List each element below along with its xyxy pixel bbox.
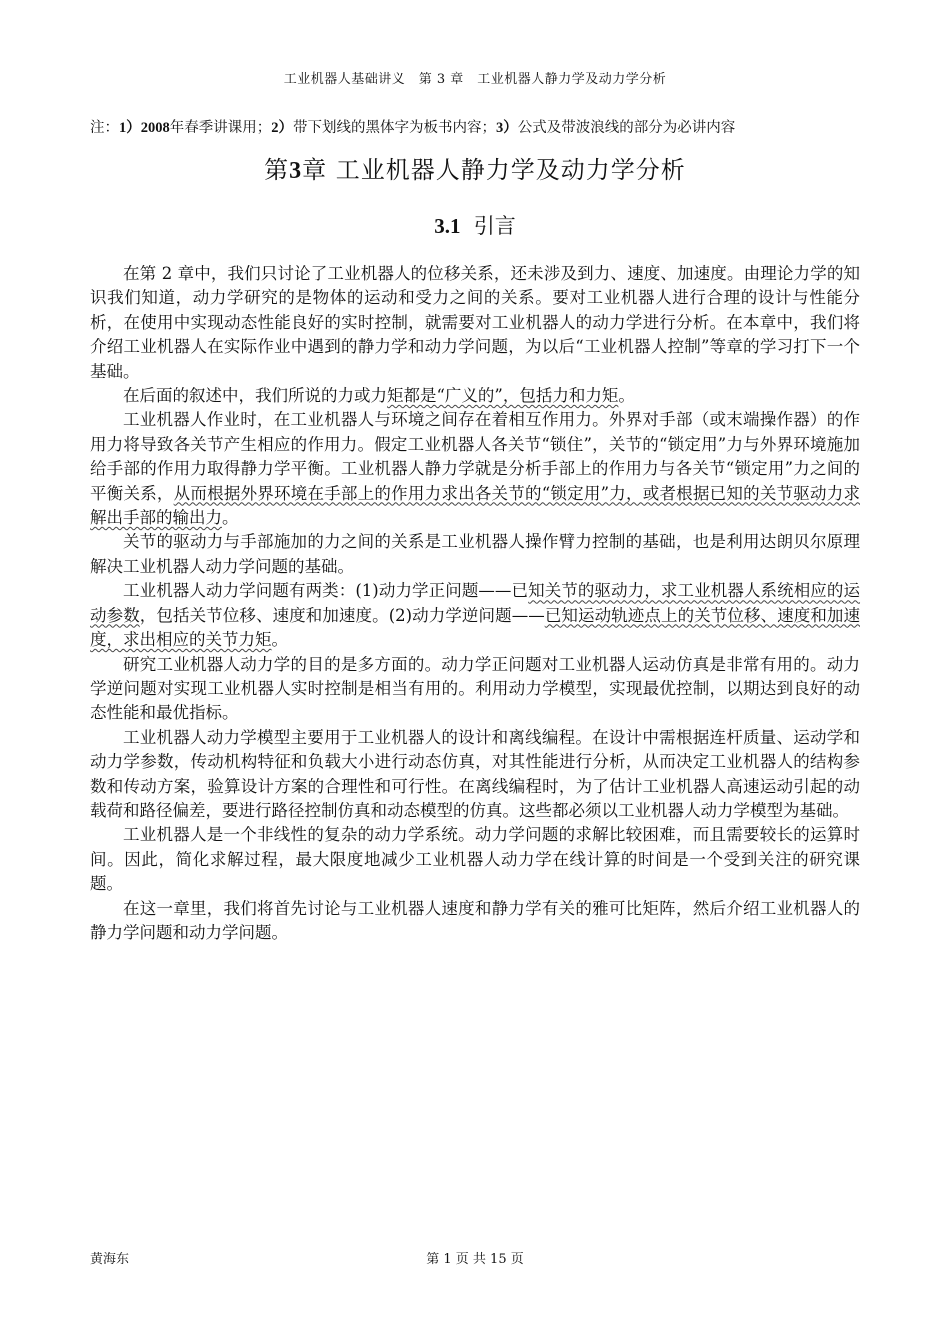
- paragraph-3-end: 。: [222, 508, 239, 528]
- chapter-number: 3: [289, 158, 303, 184]
- paragraph-5: [90, 579, 860, 652]
- paragraph-3-text: 工业机器人作业时，在工业机器人与环境之间存在着相互作用力。外界对手部（或末端操作器）的作用力将导致各关节产生相应的作用力。假定工业机器人各关节“锁住”，关节的“锁定用”力与外界环境施加给手部的作用力取得静力学平衡。工业机器人静力学就是分析手部上的作用力与各关节“锁定用”力之间的平衡关系，: [90, 410, 860, 503]
- paragraph-2-text: 在后面的叙述中，我们所说的力或力: [123, 386, 387, 406]
- chapter-title-pre: 第: [264, 156, 290, 184]
- paragraph-5-wavy-a: 知关节的驱动力，求工业机器人系统相应的运动参数: [90, 581, 861, 625]
- note-index-3: 3）: [496, 120, 518, 136]
- section-title: [0, 210, 950, 240]
- chapter-title-text: 章 工业机器人静力学及动力学分析: [302, 156, 686, 184]
- paragraph-5-text-b: ，包括关节位移、速度和加速度。(2)动力学逆问题——: [139, 605, 545, 625]
- note-year: 2008: [140, 120, 170, 136]
- section-title-text: 引言: [473, 214, 516, 238]
- paragraph-1: 在第 2 章中，我们只讨论了工业机器人的位移关系，还未涉及到力、速度、加速度。由理论力学的知识我们知道，动力学研究的是物体的运动和受力之间的关系。要对工业机器人进行合理的设计与性能分析，在使用中实现动态性能良好的实时控制，就需要对工业机器人的动力学进行分析。在本章中，我们将介绍工业机器人在实际作业中遇到的静力学和动力学问题，为以后“工业机器人控制”等章的学习打下一个基础。: [90, 264, 860, 381]
- course-note: [90, 116, 880, 137]
- paragraph-3: [90, 408, 860, 530]
- footer-author: 黄海东: [90, 1252, 130, 1267]
- section-number: 3.1: [434, 214, 461, 238]
- paragraph-7: 工业机器人动力学模型主要用于工业机器人的设计和离线编程。在设计中需根据连杆质量、运动学和动力学参数，传动机构特征和负载大小进行动态仿真，对其性能进行分析，从而决定工业机器人的结构参数和传动方案，验算设计方案的合理性和可行性。在离线编程时，为了估计工业机器人高速运动引起的动载荷和路径偏差，要进行路径控制仿真和动态模型的仿真。这些都必须以工业机器人动力学模型为基础。: [90, 727, 860, 820]
- note-text-3: 公式及带波浪线的部分为必讲内容: [517, 120, 736, 136]
- chapter-title: [0, 150, 950, 185]
- paragraph-8: 工业机器人是一个非线性的复杂的动力学系统。动力学问题的求解比较困难，而且需要较长的运算时间。因此，简化求解过程，最大限度地减少工业机器人动力学在线计算的时间是一个受到关注的研究课题。: [90, 825, 860, 894]
- note-index-2: 2）: [271, 120, 293, 136]
- paragraph-5-end: 。: [271, 630, 288, 650]
- paragraph-2: [90, 384, 860, 408]
- note-prefix: 注：: [90, 120, 119, 136]
- paragraph-9: 在这一章里，我们将首先讨论与工业机器人速度和静力学有关的雅可比矩阵，然后介绍工业机器人的静力学问题和动力学问题。: [90, 898, 860, 942]
- footer-page-number: 第 1 页 共 15 页: [426, 1252, 524, 1267]
- paragraph-6: 研究工业机器人动力学的目的是多方面的。动力学正问题对工业机器人运动仿真是非常有用的。动力学逆问题对实现工业机器人实时控制是相当有用的。利用动力学模型，实现最优控制，以期达到良好的动态性能和最优指标。: [90, 654, 860, 723]
- paragraph-2-wavy: 矩都是“广义的”，包括力和力矩: [387, 386, 619, 406]
- paragraph-3-wavy: 从而根据外界环境在手部上的作用力求出各关节的“锁定用”力，或者根据已知的关节驱动力求解出手部的输出力: [90, 483, 860, 528]
- paragraph-5-text-a: 工业机器人动力学问题有两类：(1)动力学正问题——已: [123, 581, 529, 601]
- note-text-1: 年春季讲课用；: [169, 120, 272, 136]
- note-index-1: 1）: [119, 120, 141, 136]
- paragraph-5-wavy-b: 已知运动轨迹点上的关节位移、速度和加速度，求出相应的关节力矩: [90, 605, 860, 650]
- paragraph-4: 关节的驱动力与手部施加的力之间的关系是工业机器人操作臂力控制的基础，也是利用达朗贝尔原理解决工业机器人动力学问题的基础。: [90, 532, 860, 576]
- note-text-2: 带下划线的黑体字为板书内容；: [293, 120, 496, 136]
- body-text: [90, 262, 860, 945]
- running-header: 工业机器人基础讲义 第 3 章 工业机器人静力学及动力学分析: [283, 72, 667, 87]
- paragraph-2-end: 。: [618, 386, 635, 406]
